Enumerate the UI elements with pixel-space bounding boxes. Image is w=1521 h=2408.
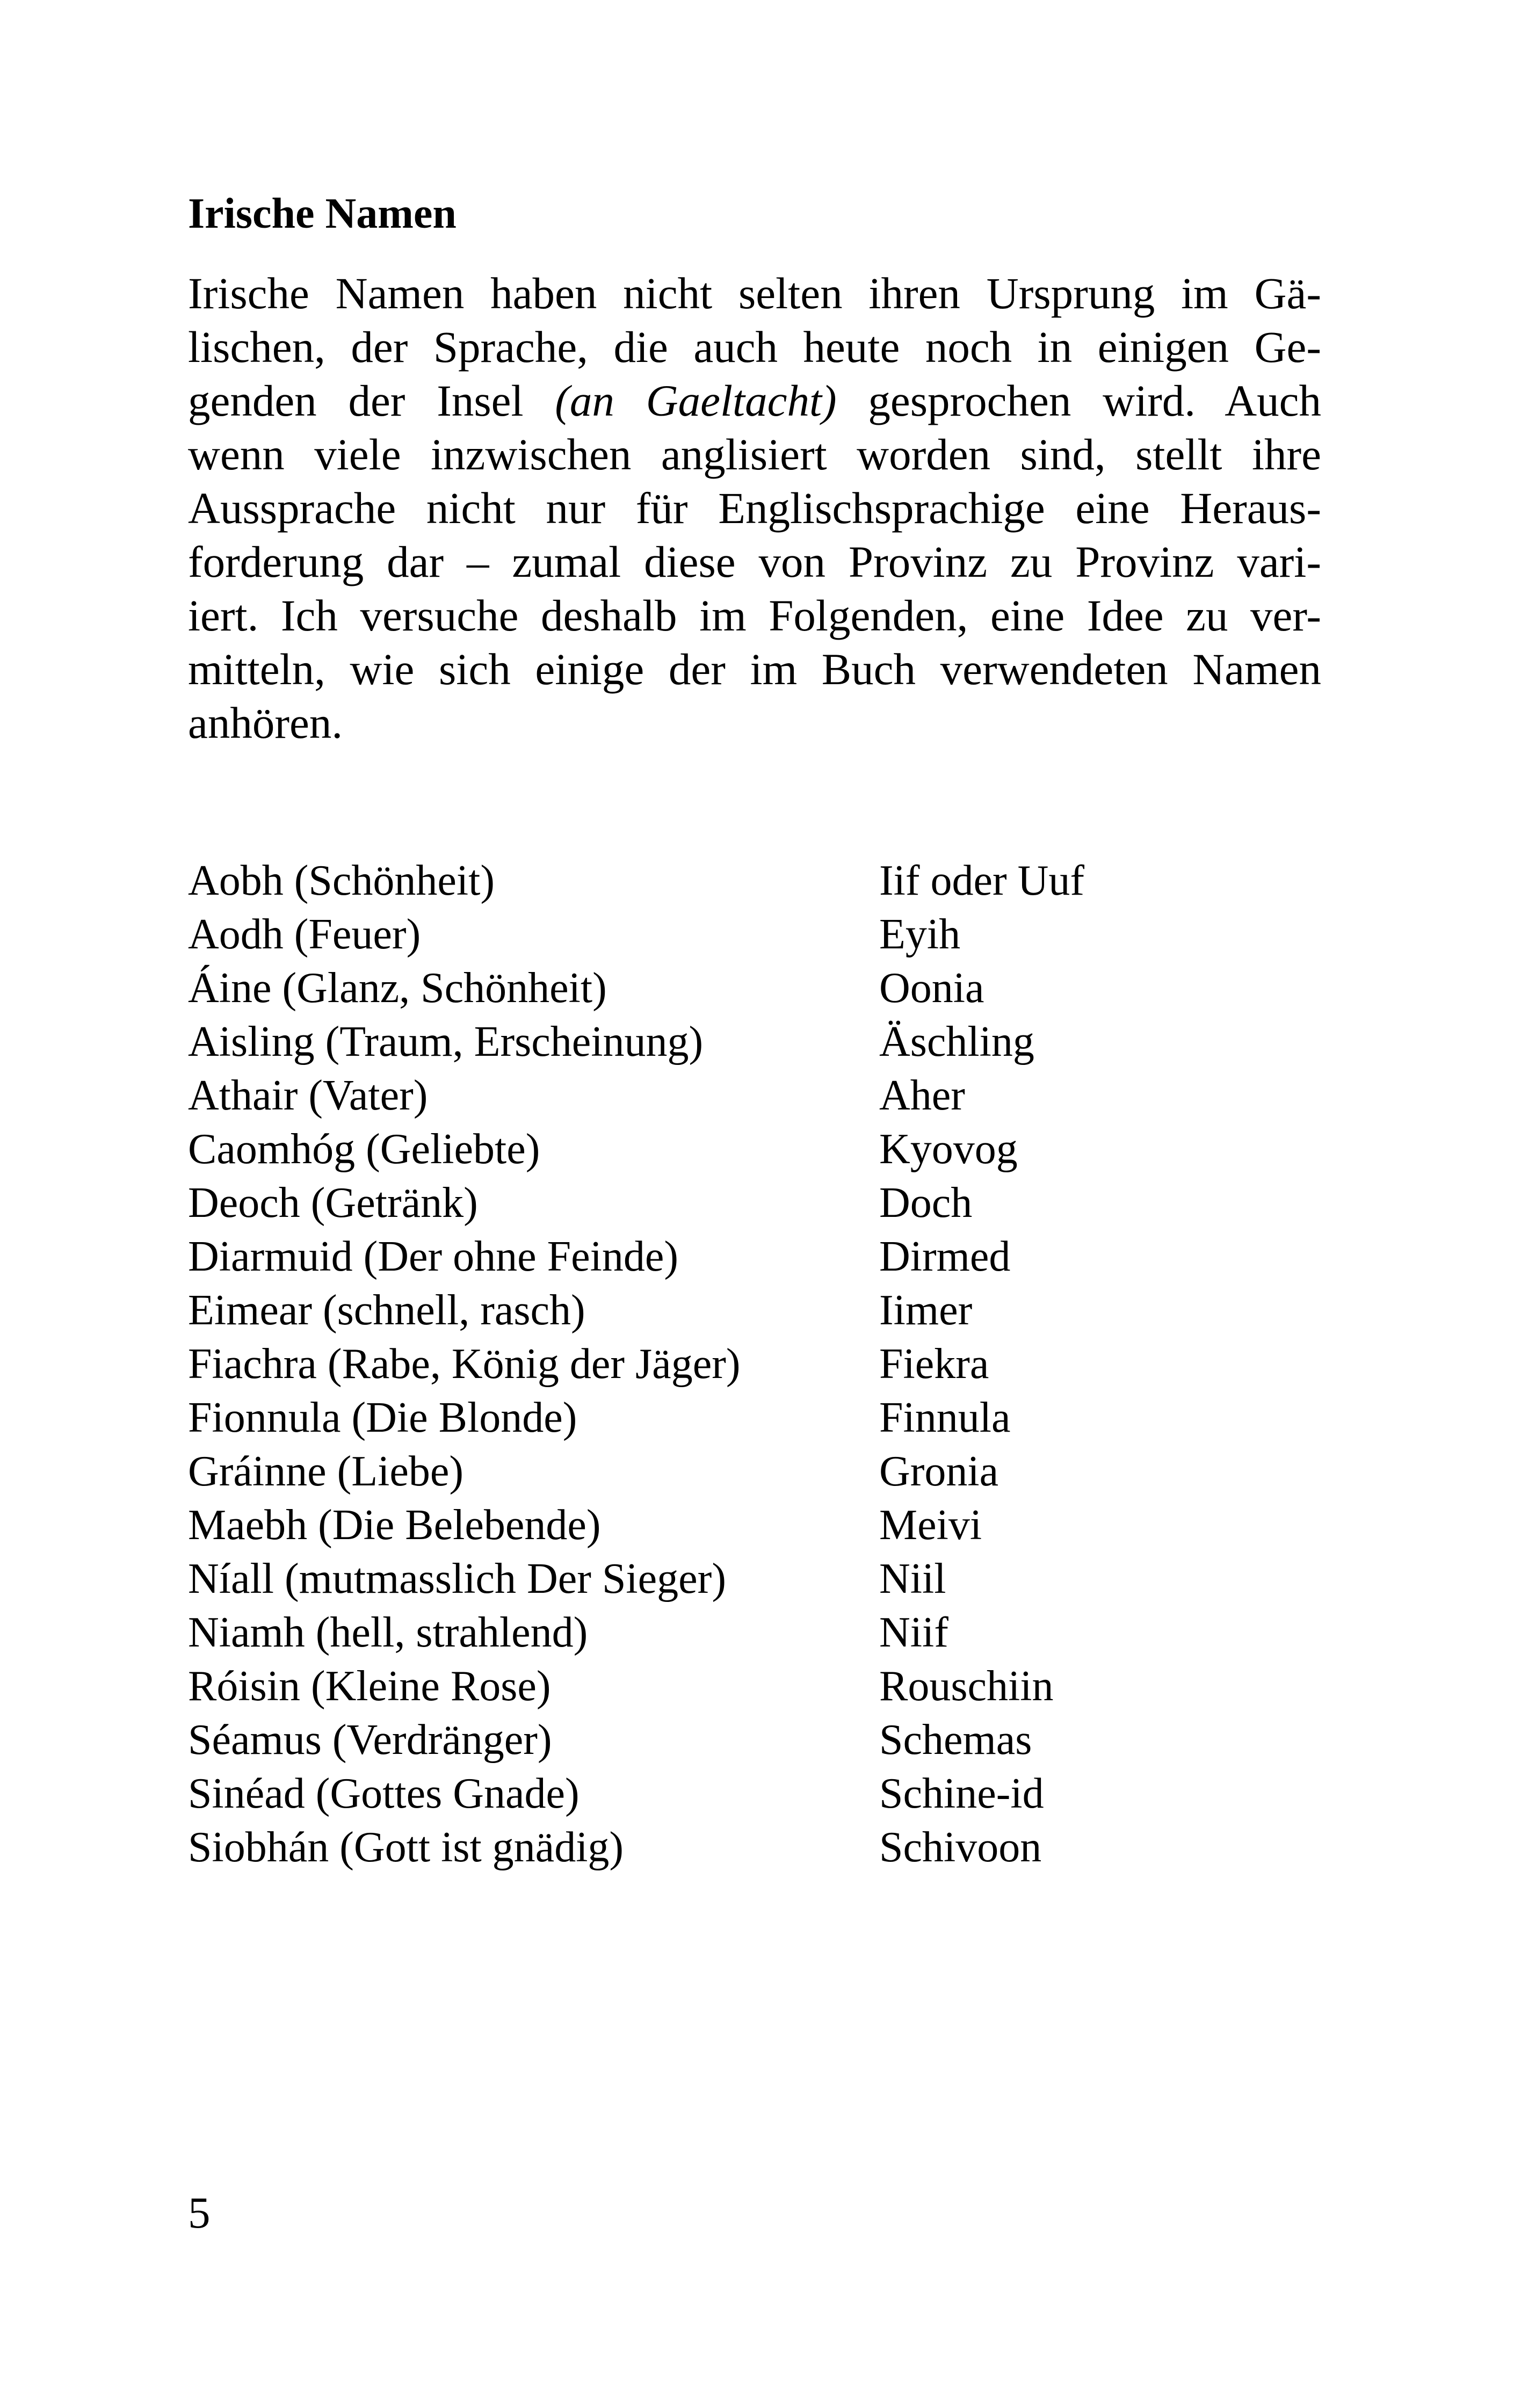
pronunciation: Schine-id [879,1770,1044,1817]
list-item [188,1176,1316,1230]
pronunciation: Niil [879,1555,946,1602]
paragraph-text: anhören. [188,698,343,748]
paragraph-text: Irische Namen haben nicht selten ihren Ursprung im Gä- [188,269,1321,318]
paragraph-text: forderung dar – zumal diese von Provinz zu Provinz vari- [188,537,1321,586]
intro-paragraph [188,266,1321,750]
paragraph-line [188,696,1321,750]
pronunciation: Oonia [879,964,984,1012]
paragraph-line [188,374,1321,427]
irish-name: Siobhán (Gott ist gnädig) [188,1824,624,1871]
irish-name: Níall (mutmasslich Der Sieger) [188,1555,726,1602]
paragraph-text: wenn viele inzwischen anglisiert worden sind, stellt ihre [188,430,1321,479]
irish-name: Caomhóg (Geliebte) [188,1126,540,1173]
irish-name: Fionnula (Die Blonde) [188,1394,577,1441]
paragraph-text: mitteln, wie sich einige der im Buch verwendeten Namen [188,644,1321,694]
paragraph-line [188,320,1321,374]
pronunciation: Äschling [879,1018,1034,1065]
section-heading: Irische Namen [188,190,457,237]
irish-name: Niamh (hell, strahlend) [188,1609,588,1656]
list-item [188,1498,1316,1552]
paragraph-text: gesprochen wird. Auch [836,376,1321,425]
list-item [188,1767,1316,1820]
list-item [188,1445,1316,1498]
pronunciation: Doch [879,1179,973,1227]
list-item [188,1552,1316,1606]
list-item [188,1820,1316,1874]
paragraph-text: genden der Insel [188,376,555,425]
irish-name: Áine (Glanz, Schönheit) [188,964,607,1012]
paragraph-text: Aussprache nicht nur für Englischsprachige eine Heraus- [188,483,1321,533]
paragraph-text: iert. Ich versuche deshalb im Folgenden, eine Idee zu ver- [188,591,1321,640]
paragraph-text: lischen, der Sprache, die auch heute noch in einigen Ge- [188,322,1321,372]
pronunciation: Eyih [879,911,961,958]
pronunciation: Iif oder Uuf [879,857,1085,904]
irish-name: Eimear (schnell, rasch) [188,1287,585,1334]
list-item [188,1122,1316,1176]
paragraph-line [188,535,1321,589]
list-item [188,1069,1316,1122]
pronunciation: Iimer [879,1287,973,1334]
list-item [188,1283,1316,1337]
list-item [188,908,1316,961]
names-list [188,854,1316,1874]
list-item [188,1606,1316,1659]
paragraph-line [188,427,1321,481]
pronunciation: Fiekra [879,1340,989,1388]
pronunciation: Aher [879,1072,965,1119]
paragraph-line [188,481,1321,535]
list-item [188,1391,1316,1445]
irish-name: Athair (Vater) [188,1072,428,1119]
pronunciation: Schivoon [879,1824,1042,1871]
irish-name: Diarmuid (Der ohne Feinde) [188,1233,679,1280]
list-item [188,1659,1316,1713]
paragraph-line [188,642,1321,696]
irish-name: Deoch (Getränk) [188,1179,478,1227]
pronunciation: Finnula [879,1394,1011,1441]
list-item [188,1713,1316,1767]
pronunciation: Rouschiin [879,1663,1054,1710]
irish-name: Aisling (Traum, Erscheinung) [188,1018,704,1065]
paragraph-line [188,589,1321,642]
irish-name: Sinéad (Gottes Gnade) [188,1770,580,1817]
pronunciation: Niif [879,1609,948,1656]
paragraph-italic-term: (an Gaeltacht) [555,376,837,425]
list-item [188,854,1316,908]
irish-name: Róisin (Kleine Rose) [188,1663,551,1710]
irish-name: Aobh (Schönheit) [188,857,495,904]
irish-name: Séamus (Verdränger) [188,1716,552,1764]
pronunciation: Schemas [879,1716,1032,1764]
pronunciation: Kyovog [879,1126,1018,1173]
irish-name: Maebh (Die Belebende) [188,1502,601,1549]
pronunciation: Meivi [879,1502,982,1549]
irish-name: Gráinne (Liebe) [188,1448,464,1495]
irish-name: Aodh (Feuer) [188,911,421,958]
pronunciation: Gronia [879,1448,999,1495]
list-item [188,1230,1316,1283]
list-item [188,1337,1316,1391]
page-number: 5 [188,2188,211,2237]
irish-name: Fiachra (Rabe, König der Jäger) [188,1340,741,1388]
list-item [188,961,1316,1015]
paragraph-line [188,266,1321,320]
list-item [188,1015,1316,1069]
pronunciation: Dirmed [879,1233,1011,1280]
